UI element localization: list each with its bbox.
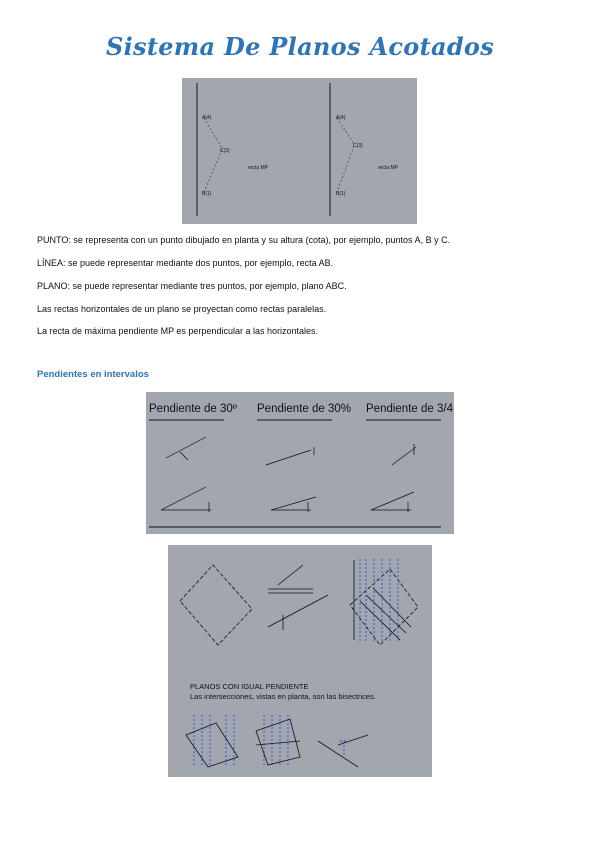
- figure-equal-slope-planes: [168, 545, 432, 777]
- label-point-b: B(1): [202, 191, 212, 197]
- paragraph-horizontales: Las rectas horizontales de un plano se proyectan como rectas paralelas.: [37, 304, 327, 314]
- subtext-bisectors: Las intersecciones, vistas en planta, son las bisectrices.: [190, 692, 376, 701]
- label-point-c: C(3): [220, 148, 230, 154]
- paragraph-punto: PUNTO: se representa con un punto dibujado en planta y su altura (cota), por ejemplo, puntos A, B y C.: [37, 235, 451, 245]
- header-slope-3-4: Pendiente de 3/4: [366, 403, 453, 415]
- paragraph-maxima-pendiente: La recta de máxima pendiente MP es perpendicular a las horizontales.: [37, 326, 318, 336]
- paragraph-plano: PLANO: se puede representar mediante tres puntos, por ejemplo, plano ABC.: [37, 281, 347, 291]
- section-heading: Pendientes en intervalos: [37, 369, 149, 380]
- label-line-mp: recta MP: [378, 165, 399, 171]
- paragraph-linea: LÍNEA: se puede representar mediante dos puntos, por ejemplo, recta AB.: [37, 258, 334, 268]
- heading-equal-slope: PLANOS CON IGUAL PENDIENTE: [190, 682, 309, 691]
- label-point-a: A(4): [202, 115, 212, 121]
- label-point-b: B(1): [336, 191, 346, 197]
- header-slope-30-degrees: Pendiente de 30º: [149, 403, 237, 415]
- label-line-mp: recta MP: [248, 165, 269, 171]
- figure-slopes: [146, 392, 454, 534]
- figure-points-plane: [182, 78, 417, 224]
- label-point-a: A(4): [336, 115, 346, 121]
- label-point-c: C(3): [353, 143, 363, 149]
- page-title: Sistema De Planos Acotados: [105, 32, 495, 61]
- header-slope-30-percent: Pendiente de 30%: [257, 403, 351, 415]
